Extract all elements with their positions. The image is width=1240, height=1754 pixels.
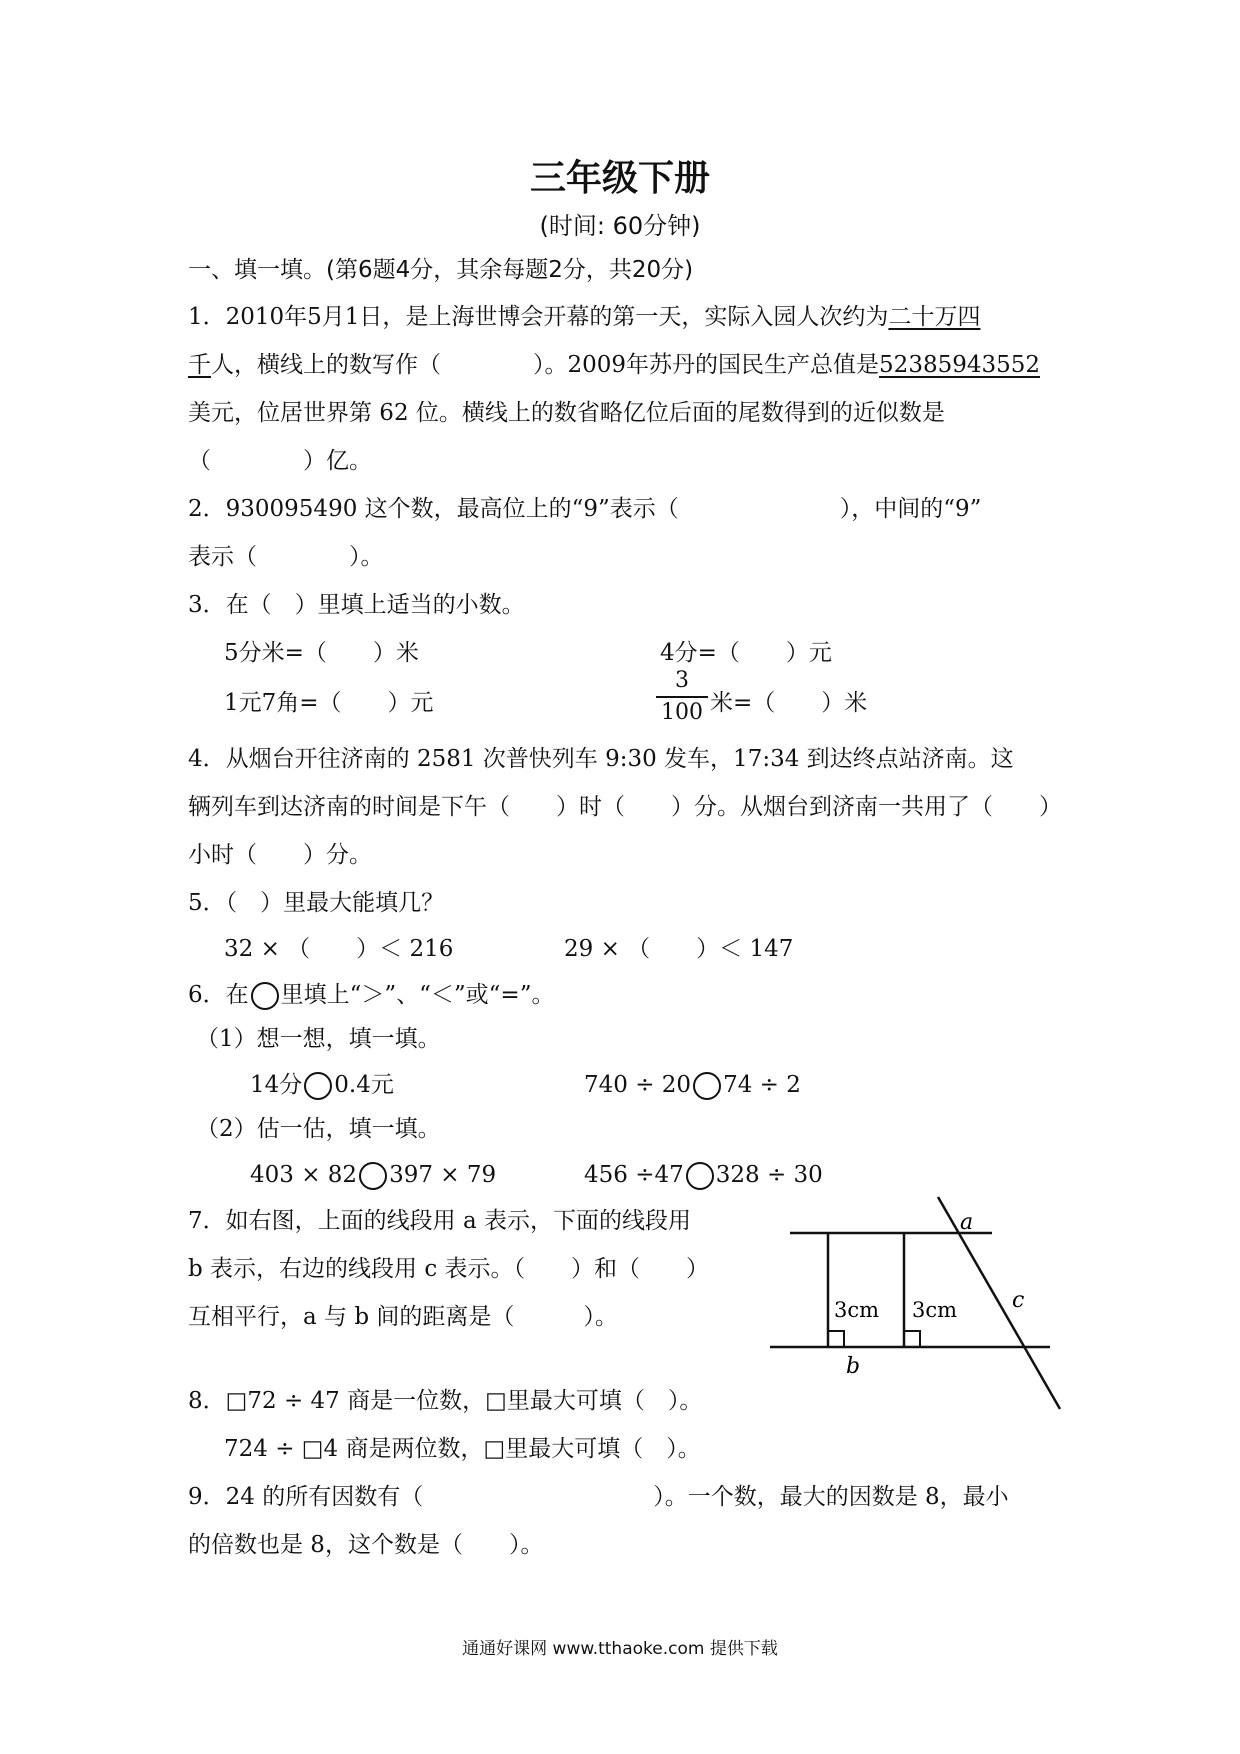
q5-item-b: 29 × （ ）＜ 147	[564, 936, 794, 962]
q3-fraction	[656, 668, 708, 726]
q6-1a-left: 14分	[250, 1072, 303, 1098]
q8-line1: 8．□72 ÷ 47 商是一位数，□里最大可填（ ）。	[188, 1388, 703, 1414]
answer-circle[interactable]	[359, 1162, 387, 1190]
section-heading: 一、填一填。(第6题4分，其余每题2分，共20分)	[188, 257, 694, 283]
q6-item-2b	[584, 1160, 823, 1190]
q4-line1: 4．从烟台开往济南的 2581 次普快列车 9:30 发车，17:34 到达终点站济南。这	[188, 746, 1014, 772]
distance-label-2: 3cm	[912, 1298, 958, 1322]
q6-2a-left: 403 × 82	[250, 1162, 358, 1188]
q6-part2-heading: （2）估一估，填一填。	[196, 1116, 441, 1142]
q6-2b-left: 456 ÷47	[584, 1162, 684, 1188]
page-subtitle: (时间: 60分钟)	[539, 212, 701, 240]
fraction-bar	[656, 696, 708, 698]
q6-2a-right: 397 × 79	[389, 1162, 497, 1188]
label-b: b	[846, 1354, 861, 1379]
q6-2b-right: 328 ÷ 30	[715, 1162, 823, 1188]
q1-underlined-number: 二十万四	[888, 304, 981, 330]
q7-line1: 7．如右图，上面的线段用 a 表示，下面的线段用	[188, 1208, 691, 1234]
q1-line3: 美元，位居世界第 62 位。横线上的数省略亿位后面的尾数得到的近似数是	[188, 400, 945, 426]
parallel-lines-figure	[760, 1195, 1080, 1435]
fraction-denominator: 100	[661, 700, 703, 725]
q1-underlined-gdp: 52385943552	[879, 352, 1041, 378]
q1-text: 1．2010年5月1日，是上海世博会开幕的第一天，实际入园人次约为	[188, 304, 889, 330]
q6-part1-heading: （1）想一想，填一填。	[196, 1026, 441, 1052]
q5-heading: 5．（ ）里最大能填几？	[188, 890, 445, 916]
label-a: a	[960, 1210, 974, 1235]
q5-item-a: 32 × （ ）＜ 216	[224, 936, 454, 962]
q1-line1	[188, 302, 980, 332]
q8-line2: 724 ÷ □4 商是两位数，□里最大可填（ ）。	[224, 1436, 701, 1462]
answer-circle[interactable]	[686, 1162, 714, 1190]
answer-circle[interactable]	[693, 1072, 721, 1100]
right-angle-mark-2	[904, 1331, 920, 1347]
right-angle-mark-1	[828, 1331, 844, 1347]
q3-item-d: 米=（ ）米	[710, 690, 868, 716]
footer-credit: 通通好课网 www.tthaoke.com 提供下载	[462, 1639, 778, 1659]
q1-line2	[188, 350, 1040, 380]
q2-line2: 表示（ ）。	[188, 544, 384, 570]
q9-line1: 9．24 的所有因数有（ ）。一个数，最大的因数是 8，最小	[188, 1484, 1009, 1510]
q4-line3: 小时（ ）分。	[188, 842, 372, 868]
q6-item-1b	[584, 1070, 801, 1100]
q6-item-2a	[250, 1160, 496, 1190]
q3-item-a: 5分米=（ ）米	[224, 640, 419, 666]
q3-item-c: 1元7角=（ ）元	[224, 690, 434, 716]
q6-item-1a	[250, 1070, 394, 1100]
q6-heading-a: 6．在	[188, 982, 249, 1008]
page-title: 三年级下册	[529, 158, 710, 199]
q4-line2: 辆列车到达济南的时间是下午（ ）时（ ）分。从烟台到济南一共用了（ ）	[188, 794, 1062, 820]
q3-heading: 3．在（ ）里填上适当的小数。	[188, 592, 525, 618]
q9-line2: 的倍数也是 8，这个数是（ ）。	[188, 1532, 544, 1558]
q1-text-2: 人，横线上的数写作（ ）。2009年苏丹的国民生产总值是	[211, 352, 880, 378]
q3-item-b: 4分=（ ）元	[660, 640, 832, 666]
q1-underlined-number-end: 千	[188, 352, 211, 378]
circle-icon	[251, 982, 279, 1010]
q6-heading	[188, 980, 554, 1010]
answer-circle[interactable]	[304, 1072, 332, 1100]
q6-1b-left: 740 ÷ 20	[584, 1072, 692, 1098]
q7-line3: 互相平行，a 与 b 间的距离是（ ）。	[188, 1304, 618, 1330]
q1-line4: （ ）亿。	[188, 448, 372, 474]
q7-line2: b 表示，右边的线段用 c 表示。（ ）和（ ）	[188, 1256, 710, 1282]
fraction-numerator: 3	[675, 668, 689, 693]
q2-line1: 2．930095490 这个数，最高位上的“9”表示（ ），中间的“9”	[188, 496, 982, 522]
distance-label-1: 3cm	[834, 1298, 880, 1322]
q6-1a-right: 0.4元	[334, 1072, 394, 1098]
label-c: c	[1012, 1288, 1025, 1313]
q6-1b-right: 74 ÷ 2	[723, 1072, 801, 1098]
q6-heading-b: 里填上“＞”、“＜”或“=”。	[280, 982, 555, 1008]
